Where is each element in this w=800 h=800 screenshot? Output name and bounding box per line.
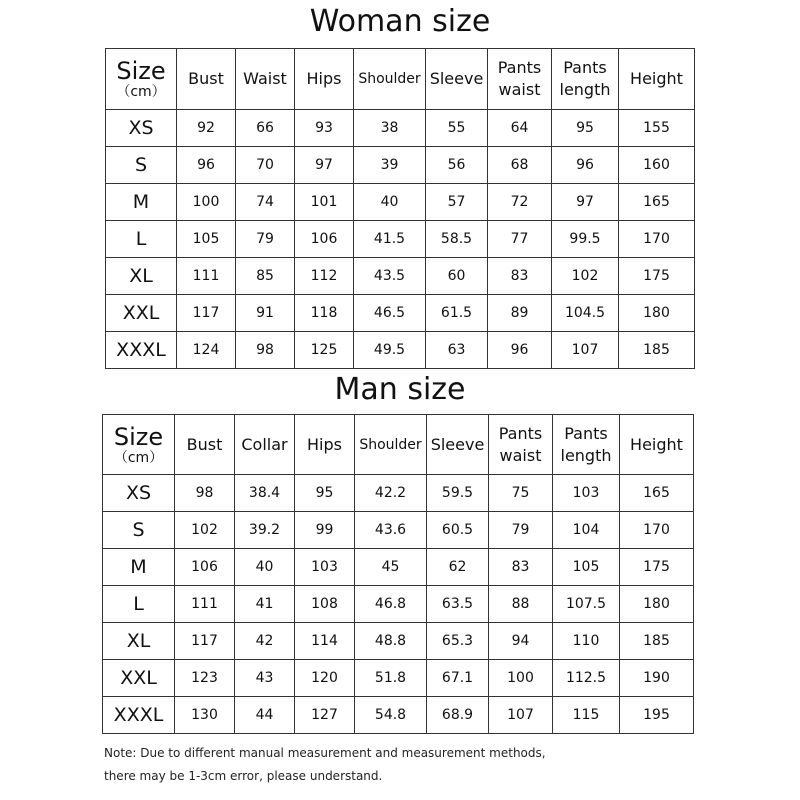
measurement-cell: 62	[427, 549, 489, 586]
size-column-header	[103, 415, 175, 475]
measurement-cell: 92	[177, 110, 236, 147]
measurement-cell: 89	[488, 295, 552, 332]
measurement-cell: 190	[620, 660, 694, 697]
woman-size-title: Woman size	[309, 4, 491, 39]
column-header-line: Shoulder	[359, 436, 422, 453]
note-line-1: Note: Due to different manual measurement and measurement methods,	[104, 746, 546, 760]
table-row	[103, 549, 694, 586]
measurement-cell: 64	[488, 110, 552, 147]
measurement-cell: 102	[552, 258, 619, 295]
size-label-cell: XL	[106, 258, 177, 295]
measurement-cell: 115	[553, 697, 620, 734]
size-label-cell: S	[106, 147, 177, 184]
measurement-cell: 170	[619, 221, 695, 258]
column-header-line: Pants	[497, 58, 542, 77]
column-header-shoulder	[355, 415, 427, 475]
table-row	[103, 475, 694, 512]
measurement-cell: 63	[426, 332, 488, 369]
measurement-cell: 43.5	[354, 258, 426, 295]
measurement-cell: 59.5	[427, 475, 489, 512]
table-row	[106, 184, 695, 221]
size-label-cell: L	[103, 586, 175, 623]
column-header-line: Height	[630, 69, 683, 88]
measurement-cell: 46.5	[354, 295, 426, 332]
column-header-line: waist	[499, 445, 542, 465]
size-label-cell: XXL	[103, 660, 175, 697]
measurement-cell: 63.5	[427, 586, 489, 623]
table-row	[103, 623, 694, 660]
measurement-cell: 94	[489, 623, 553, 660]
measurement-cell: 117	[177, 295, 236, 332]
measurement-cell: 101	[295, 184, 354, 221]
measurement-cell: 175	[619, 258, 695, 295]
measurement-cell: 43.6	[355, 512, 427, 549]
measurement-cell: 57	[426, 184, 488, 221]
table-row	[106, 221, 695, 258]
size-label-cell: XL	[103, 623, 175, 660]
measurement-cell: 97	[295, 147, 354, 184]
measurement-cell: 58.5	[426, 221, 488, 258]
header-row	[103, 415, 694, 475]
woman-size-table	[105, 48, 695, 369]
measurement-cell: 112	[295, 258, 354, 295]
measurement-cell: 39.2	[235, 512, 295, 549]
table-row	[106, 110, 695, 147]
measurement-cell: 105	[553, 549, 620, 586]
measurement-cell: 79	[236, 221, 295, 258]
measurement-cell: 41	[235, 586, 295, 623]
table-row	[103, 697, 694, 734]
measurement-cell: 65.3	[427, 623, 489, 660]
measurement-cell: 97	[552, 184, 619, 221]
measurement-cell: 99	[295, 512, 355, 549]
measurement-cell: 93	[295, 110, 354, 147]
column-header-line: Bust	[188, 69, 224, 88]
size-label-cell: M	[103, 549, 175, 586]
column-header-line: Shoulder	[358, 71, 421, 87]
measurement-cell: 51.8	[355, 660, 427, 697]
table-row	[106, 147, 695, 184]
column-header-line: Hips	[306, 69, 342, 88]
measurement-cell: 102	[175, 512, 235, 549]
measurement-cell: 44	[235, 697, 295, 734]
size-label-cell: M	[106, 184, 177, 221]
table-row	[106, 332, 695, 369]
measurement-cell: 123	[175, 660, 235, 697]
measurement-cell: 185	[620, 623, 694, 660]
column-header-line: Sleeve	[429, 69, 484, 88]
measurement-cell: 85	[236, 258, 295, 295]
column-header-hips	[295, 415, 355, 475]
measurement-cell: 155	[619, 110, 695, 147]
size-header-unit: （cm）	[116, 84, 166, 100]
measurement-cell: 66	[236, 110, 295, 147]
measurement-cell: 96	[488, 332, 552, 369]
column-header-shoulder	[354, 49, 426, 110]
measurement-cell: 43	[235, 660, 295, 697]
measurement-cell: 40	[354, 184, 426, 221]
column-header-collar	[235, 415, 295, 475]
measurement-cell: 170	[620, 512, 694, 549]
column-header-line: Pants	[563, 58, 607, 77]
measurement-cell: 160	[619, 147, 695, 184]
size-label-cell: XS	[103, 475, 175, 512]
man-size-table	[102, 414, 694, 734]
measurement-cell: 88	[489, 586, 553, 623]
measurement-cell: 54.8	[355, 697, 427, 734]
measurement-cell: 45	[355, 549, 427, 586]
measurement-cell: 103	[553, 475, 620, 512]
column-header-sleeve	[426, 49, 488, 110]
column-header-pants-waist	[489, 415, 553, 475]
table-body	[106, 110, 695, 369]
measurement-cell: 46.8	[355, 586, 427, 623]
measurement-cell: 180	[619, 295, 695, 332]
size-header-label: Size	[113, 422, 164, 451]
column-header-hips	[295, 49, 354, 110]
measurement-cell: 79	[489, 512, 553, 549]
column-header-pants-waist	[488, 49, 552, 110]
measurement-cell: 105	[177, 221, 236, 258]
measurement-cell: 77	[488, 221, 552, 258]
measurement-cell: 185	[619, 332, 695, 369]
measurement-cell: 75	[489, 475, 553, 512]
note-line-2: there may be 1-3cm error, please understand.	[104, 769, 383, 783]
column-header-line: Waist	[243, 69, 287, 88]
size-label-cell: XXXL	[106, 332, 177, 369]
size-label-cell: L	[106, 221, 177, 258]
measurement-cell: 130	[175, 697, 235, 734]
measurement-cell: 49.5	[354, 332, 426, 369]
measurement-cell: 67.1	[427, 660, 489, 697]
measurement-cell: 107	[489, 697, 553, 734]
measurement-cell: 42	[235, 623, 295, 660]
measurement-cell: 165	[619, 184, 695, 221]
column-header-sleeve	[427, 415, 489, 475]
measurement-cell: 106	[175, 549, 235, 586]
measurement-cell: 114	[295, 623, 355, 660]
measurement-cell: 120	[295, 660, 355, 697]
column-header-line: length	[560, 445, 612, 465]
measurement-cell: 96	[552, 147, 619, 184]
measurement-cell: 175	[620, 549, 694, 586]
column-header-height	[619, 49, 695, 110]
measurement-cell: 60	[426, 258, 488, 295]
measurement-cell: 111	[175, 586, 235, 623]
table-row	[103, 660, 694, 697]
measurement-cell: 165	[620, 475, 694, 512]
measurement-cell: 41.5	[354, 221, 426, 258]
column-header-line: Collar	[241, 434, 288, 454]
measurement-cell: 108	[295, 586, 355, 623]
measurement-cell: 107.5	[553, 586, 620, 623]
measurement-cell: 125	[295, 332, 354, 369]
measurement-cell: 48.8	[355, 623, 427, 660]
measurement-cell: 68	[488, 147, 552, 184]
column-header-line: Pants	[498, 423, 543, 443]
measurement-cell: 96	[177, 147, 236, 184]
measurement-cell: 95	[552, 110, 619, 147]
measurement-cell: 111	[177, 258, 236, 295]
table-row	[106, 258, 695, 295]
measurement-cell: 74	[236, 184, 295, 221]
column-header-bust	[177, 49, 236, 110]
column-header-line: length	[559, 80, 611, 99]
measurement-cell: 38.4	[235, 475, 295, 512]
measurement-cell: 107	[552, 332, 619, 369]
column-header-bust	[175, 415, 235, 475]
column-header-line: Bust	[186, 434, 223, 454]
measurement-cell: 83	[489, 549, 553, 586]
measurement-cell: 117	[175, 623, 235, 660]
measurement-cell: 98	[175, 475, 235, 512]
measurement-cell: 68.9	[427, 697, 489, 734]
measurement-cell: 60.5	[427, 512, 489, 549]
column-header-line: Sleeve	[430, 434, 485, 454]
size-header-unit: （cm）	[113, 449, 164, 466]
measurement-cell: 103	[295, 549, 355, 586]
measurement-cell: 99.5	[552, 221, 619, 258]
column-header-waist	[236, 49, 295, 110]
table-row	[103, 512, 694, 549]
measurement-cell: 104.5	[552, 295, 619, 332]
size-label-cell: S	[103, 512, 175, 549]
measurement-cell: 112.5	[553, 660, 620, 697]
measurement-cell: 95	[295, 475, 355, 512]
column-header-line: Pants	[564, 423, 608, 443]
measurement-cell: 83	[488, 258, 552, 295]
measurement-cell: 91	[236, 295, 295, 332]
size-label-cell: XXXL	[103, 697, 175, 734]
column-header-pants-length	[552, 49, 619, 110]
man-size-title: Man size	[334, 372, 466, 407]
size-label-cell: XXL	[106, 295, 177, 332]
measurement-cell: 61.5	[426, 295, 488, 332]
measurement-cell: 118	[295, 295, 354, 332]
measurement-cell: 100	[177, 184, 236, 221]
column-header-line: Hips	[307, 434, 342, 454]
measurement-cell: 100	[489, 660, 553, 697]
measurement-cell: 110	[553, 623, 620, 660]
column-header-line: Height	[630, 434, 683, 454]
measurement-cell: 195	[620, 697, 694, 734]
column-header-line: waist	[498, 80, 541, 99]
table-body	[103, 475, 694, 734]
measurement-cell: 39	[354, 147, 426, 184]
size-header-label: Size	[116, 57, 166, 85]
size-label-cell: XS	[106, 110, 177, 147]
size-column-header	[106, 49, 177, 110]
measurement-cell: 106	[295, 221, 354, 258]
measurement-cell: 127	[295, 697, 355, 734]
measurement-cell: 104	[553, 512, 620, 549]
header-row	[106, 49, 695, 110]
measurement-cell: 180	[620, 586, 694, 623]
table-row	[106, 295, 695, 332]
measurement-cell: 55	[426, 110, 488, 147]
measurement-cell: 70	[236, 147, 295, 184]
measurement-cell: 98	[236, 332, 295, 369]
column-header-pants-length	[553, 415, 620, 475]
measurement-cell: 42.2	[355, 475, 427, 512]
measurement-cell: 72	[488, 184, 552, 221]
measurement-cell: 56	[426, 147, 488, 184]
table-row	[103, 586, 694, 623]
measurement-cell: 40	[235, 549, 295, 586]
measurement-cell: 124	[177, 332, 236, 369]
column-header-height	[620, 415, 694, 475]
measurement-cell: 38	[354, 110, 426, 147]
